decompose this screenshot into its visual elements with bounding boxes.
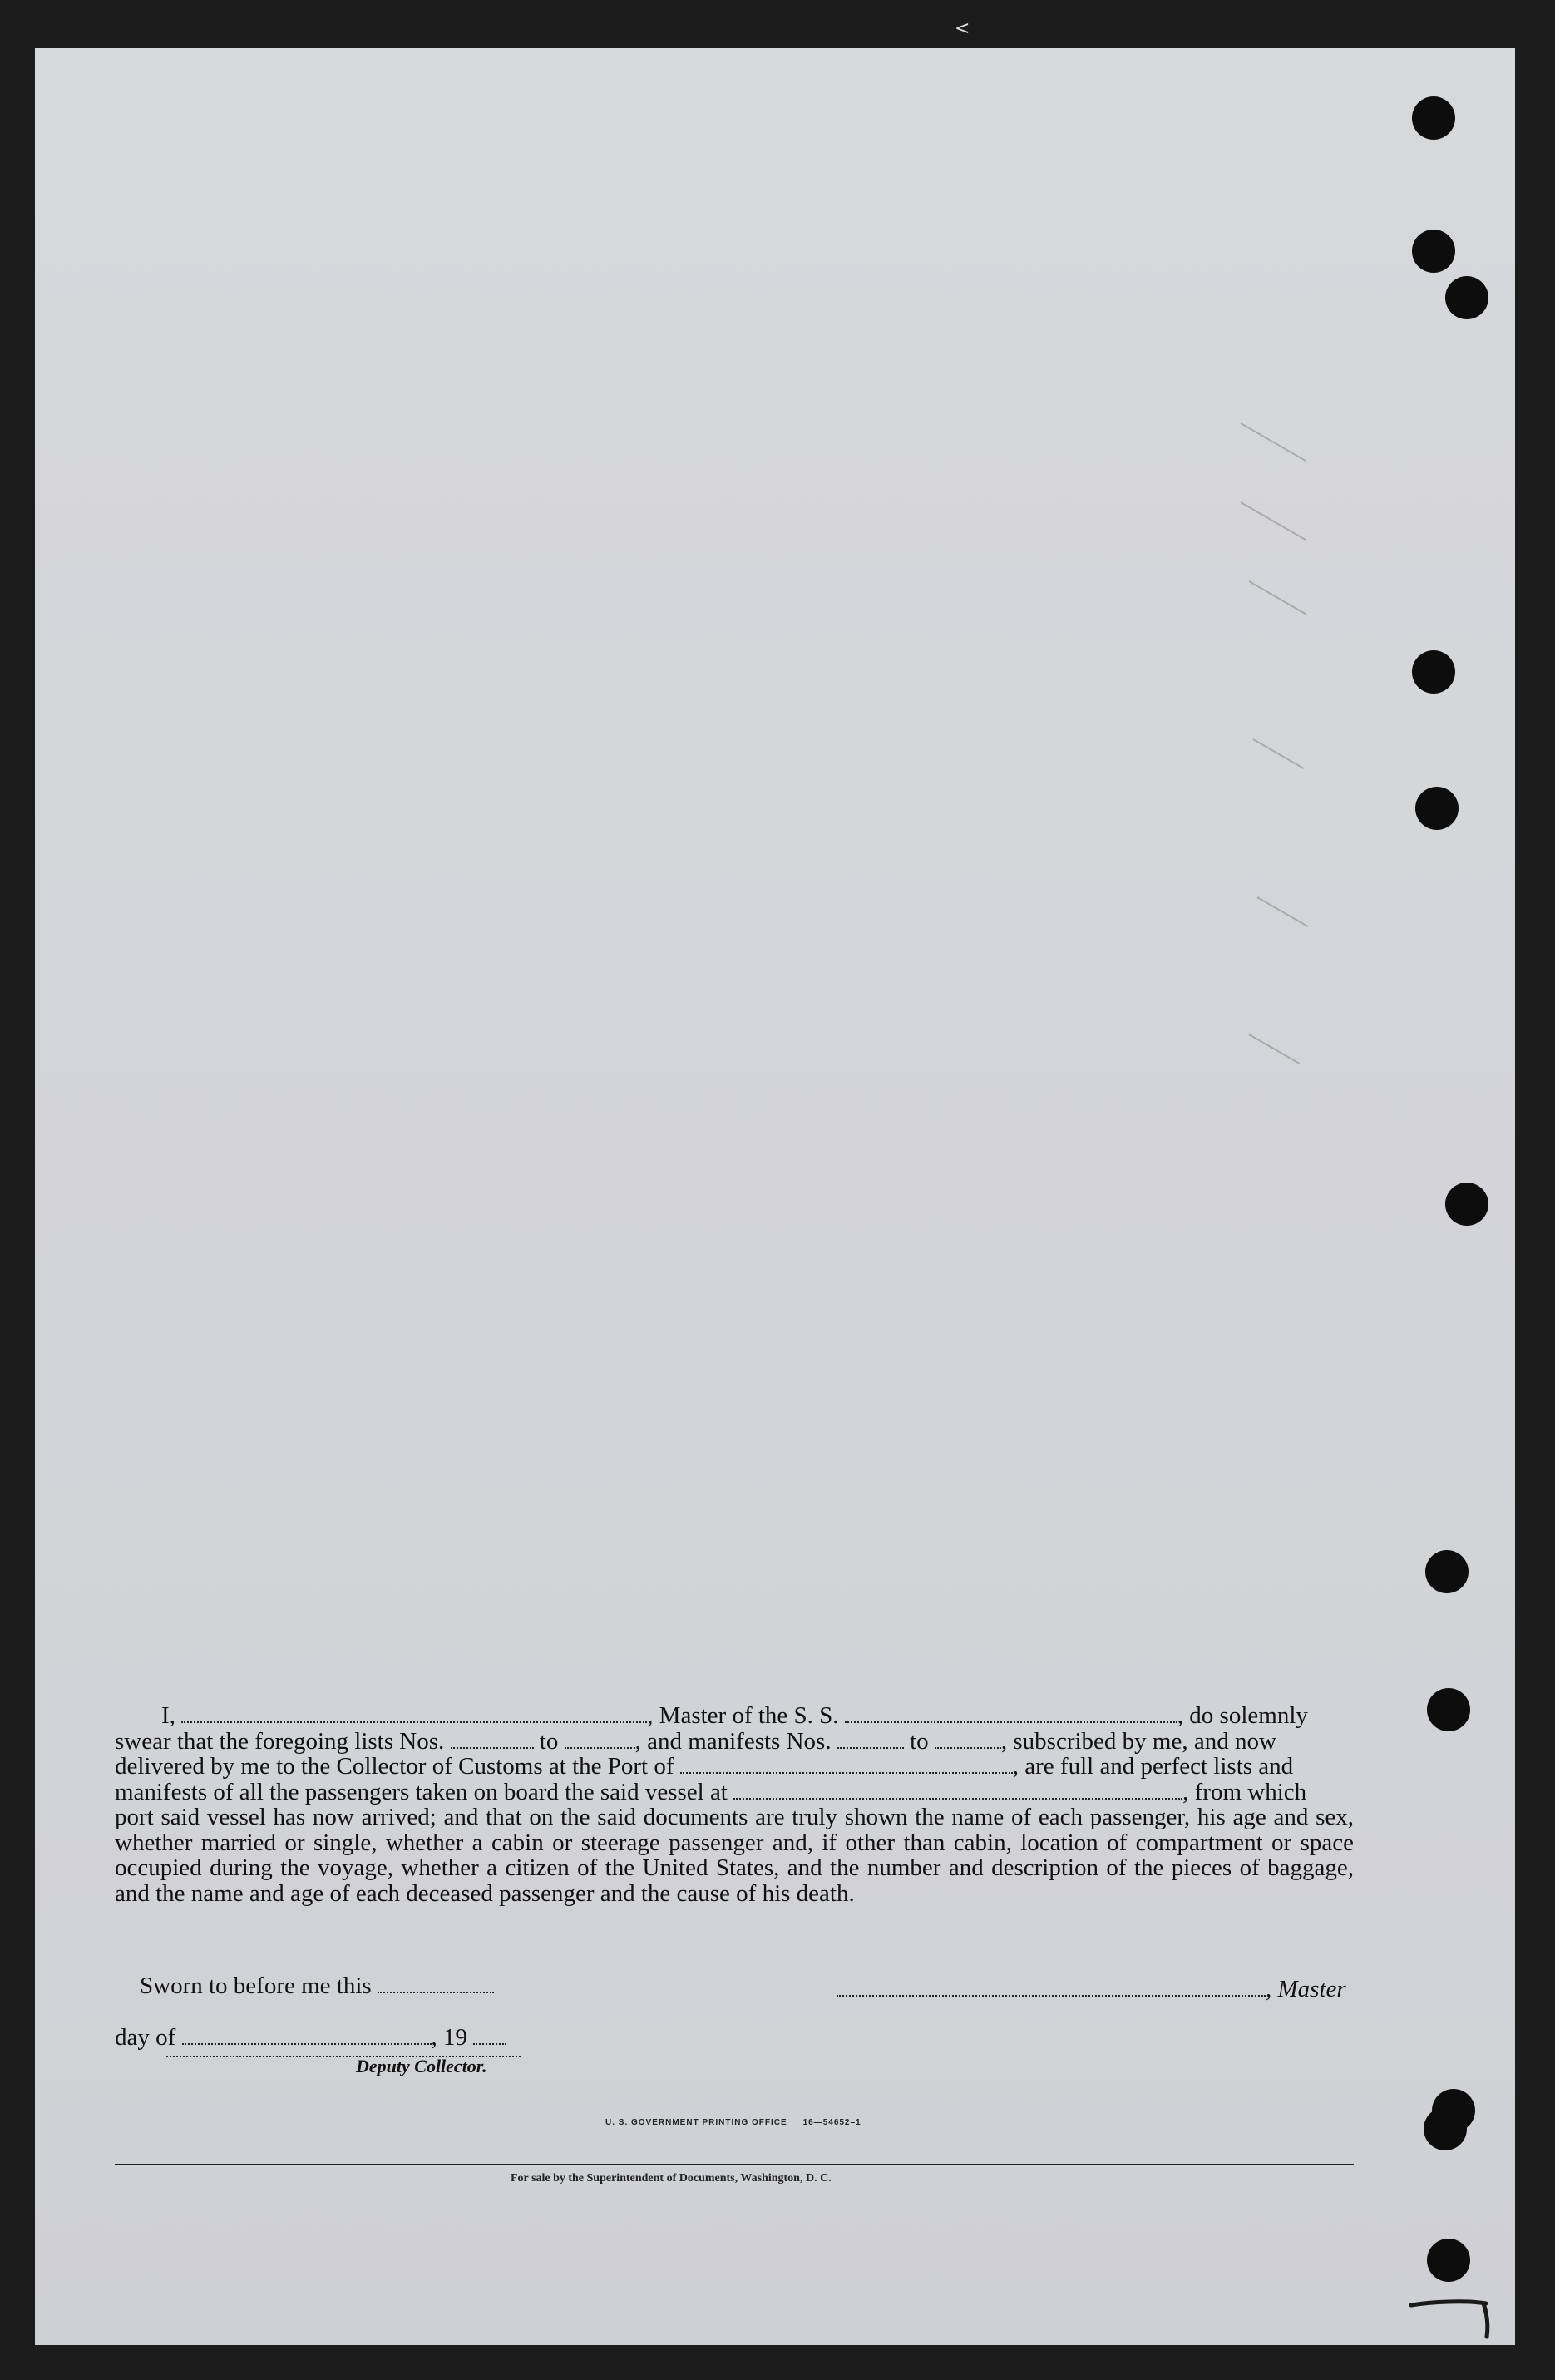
punch-hole [1427,1688,1470,1731]
month-blank [182,2025,432,2045]
sworn-date-blank [378,1973,494,1993]
punch-hole [1425,1550,1469,1593]
lists-to-blank [565,1729,635,1749]
year-blank [473,2025,506,2045]
oath-swear: swear that the foregoing lists Nos. [115,1727,445,1755]
deputy-collector-label: Deputy Collector. [356,2056,487,2076]
punch-hole [1412,650,1455,694]
oath-manifests-all: manifests of all the passengers taken on board the said vessel at [115,1778,728,1805]
oath-to-1: to [539,1727,559,1755]
oath-line-4 [115,1780,1354,1805]
oath-line-3 [115,1754,1354,1780]
oath-master-of-ss: , Master of the S. S. [647,1702,839,1729]
master-name-blank [181,1703,647,1723]
sworn-line [140,1973,494,2000]
bleed-through-mark [1253,738,1305,769]
ship-name-blank [845,1703,1177,1723]
punch-hole [1445,276,1488,319]
oath-and-manifests: , and manifests Nos. [634,1727,832,1755]
bleed-through-mark [1241,501,1306,541]
master-signature-blank [837,1977,1266,1997]
oath-delivered: delivered by me to the Collector of Customs at the Port of [115,1753,674,1780]
footer-rule [115,2164,1354,2165]
punch-hole [1427,2239,1470,2282]
oath-paragraph [115,1703,1354,1906]
manifest-back-page [35,48,1515,2345]
oath-line-2 [115,1729,1354,1755]
handwritten-page-mark [1407,2294,1498,2343]
oath-i: I, [161,1702,175,1729]
lists-from-blank [451,1729,534,1749]
oath-line-1 [115,1703,1354,1729]
oath-full-perfect: , are full and perfect lists and [1012,1753,1294,1780]
master-signature-line [837,1976,1346,2003]
year-label: , 19 [431,2024,468,2051]
punch-hole [1415,787,1459,830]
day-of-line [115,2024,506,2052]
bleed-through-mark [1257,896,1309,927]
sworn-label: Sworn to before me this [140,1973,372,1999]
manifests-from-blank [837,1729,904,1749]
manifests-to-blank [935,1729,1001,1749]
oath-from-which: , from which [1182,1778,1307,1805]
punch-hole [1412,96,1455,140]
oath-do-solemnly: , do solemnly [1177,1702,1308,1729]
day-of-label: day of [115,2024,176,2051]
punch-hole [1445,1183,1488,1226]
embark-port-blank [733,1780,1182,1800]
punch-hole [1424,2107,1467,2150]
oath-body: port said vessel has now arrived; and that on the said documents are truly shown the name of each passenger, his age and sex, whether married or single, whether a cabin or steerage passenger and, if other than cabin, location of compartment or space occupied during the voyage, whether a citizen of the United States, and the number and description of the pieces of baggage, and the name and age of each deceased passenger and the cause of his death. [115,1804,1354,1907]
master-label: , Master [1266,1976,1346,2002]
port-blank [680,1754,1013,1774]
corner-arrow-mark: < [955,18,970,39]
bleed-through-mark [1249,580,1307,615]
oath-to-2: to [910,1727,929,1755]
gpo-imprint: U. S. GOVERNMENT PRINTING OFFICE 16—54652–1 [605,2118,861,2127]
for-sale-notice: For sale by the Superintendent of Documents, Washington, D. C. [511,2172,832,2185]
bleed-through-mark [1241,422,1306,462]
oath-subscribed: , subscribed by me, and now [1000,1727,1276,1755]
bleed-through-mark [1249,1034,1301,1064]
punch-hole [1412,230,1455,273]
